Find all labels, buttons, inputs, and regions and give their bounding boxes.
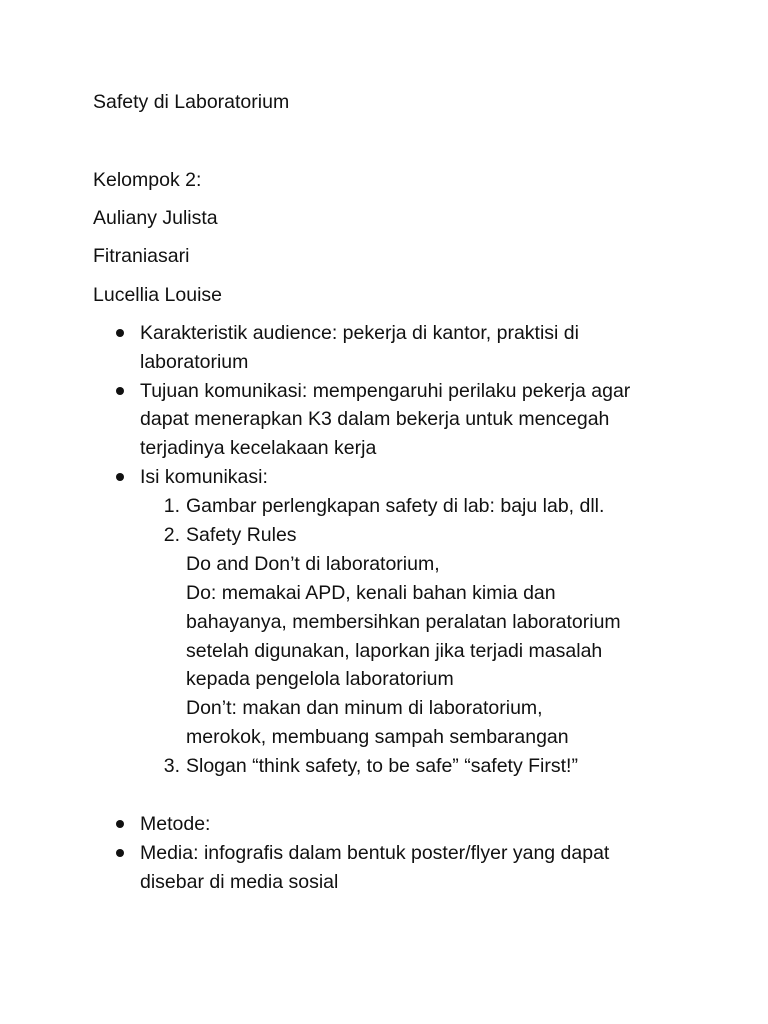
numbered-item-text: Gambar perlengkapan safety di lab: baju lab, dll. (186, 495, 605, 517)
member-name: Lucellia Louise (93, 284, 223, 306)
list-number: 3. (163, 755, 180, 777)
bullet-text: disebar di media sosial (140, 871, 339, 893)
bullet-text: Metode: (140, 813, 211, 835)
list-number: 1. (163, 495, 180, 517)
numbered-item-text: Slogan “think safety, to be safe” “safety First!” (186, 755, 578, 777)
bullet-icon (116, 820, 124, 828)
group-heading: Kelompok 2: (93, 169, 202, 191)
bullet-icon (116, 473, 124, 481)
bullet-text: Tujuan komunikasi: mempengaruhi perilaku pekerja agar (140, 380, 631, 402)
bullet-icon (116, 329, 124, 337)
bullet-text: Isi komunikasi: (140, 466, 268, 488)
numbered-item-text: merokok, membuang sampah sembarangan (186, 726, 569, 748)
bullet-text: Karakteristik audience: pekerja di kantor, praktisi di (140, 322, 579, 344)
bullet-icon (116, 849, 124, 857)
numbered-item-text: Safety Rules (186, 524, 297, 546)
member-name: Auliany Julista (93, 207, 218, 229)
numbered-item-text: Do and Don’t di laboratorium, (186, 553, 440, 575)
numbered-item-text: setelah digunakan, laporkan jika terjadi masalah (186, 640, 603, 662)
member-name: Fitraniasari (93, 245, 190, 267)
numbered-item-text: Do: memakai APD, kenali bahan kimia dan (186, 582, 556, 604)
bullet-text: dapat menerapkan K3 dalam bekerja untuk mencegah (140, 408, 610, 430)
numbered-item-text: kepada pengelola laboratorium (186, 668, 454, 690)
bullet-text: laboratorium (140, 351, 249, 373)
numbered-item-text: bahayanya, membersihkan peralatan laboratorium (186, 611, 621, 633)
list-number: 2. (163, 524, 180, 546)
numbered-item-text: Don’t: makan dan minum di laboratorium, (186, 697, 543, 719)
bullet-icon (116, 387, 124, 395)
document-title: Safety di Laboratorium (93, 91, 290, 113)
bullet-text: Media: infografis dalam bentuk poster/flyer yang dapat (140, 842, 610, 864)
bullet-text: terjadinya kecelakaan kerja (140, 437, 377, 459)
